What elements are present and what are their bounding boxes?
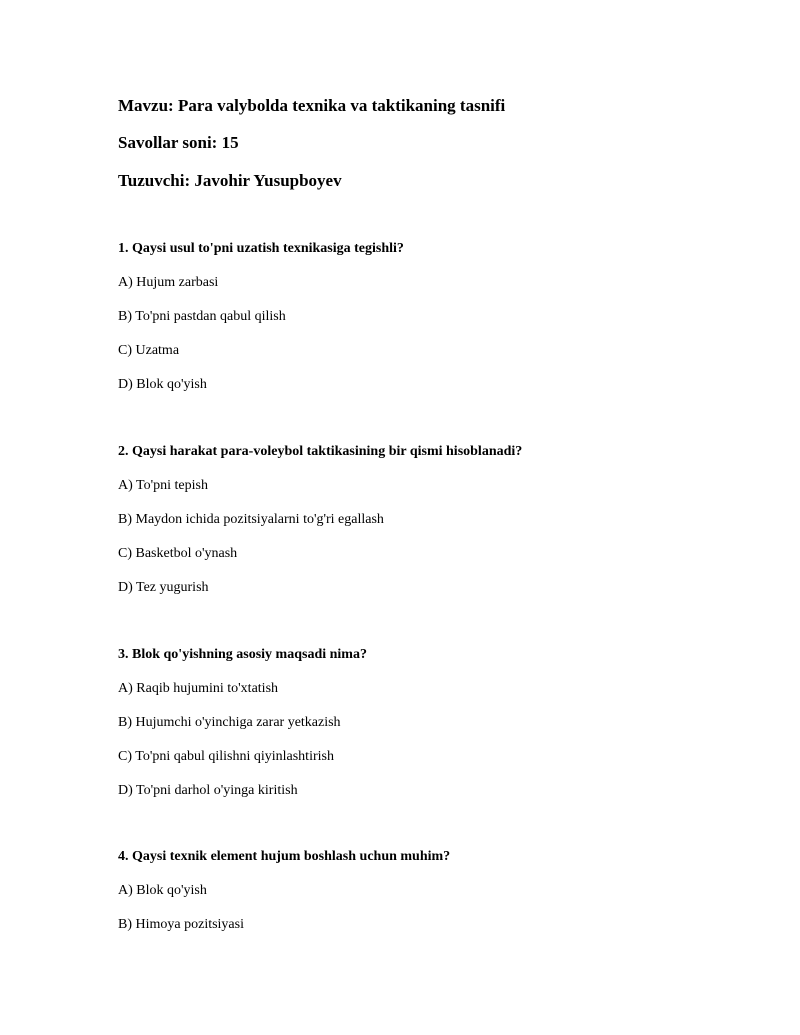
answer-option-c: C) Uzatma [118,343,180,358]
answer-option-b: B) Hujumchi o'yinchiga zarar yetkazish [118,715,341,730]
answer-option-a: A) To'pni tepish [118,478,208,493]
question-text: 2. Qaysi harakat para-voleybol taktikasining bir qismi hisoblanadi? [118,444,523,459]
question-text: 4. Qaysi texnik element hujum boshlash uchun muhim? [118,849,451,864]
document-topic: Mavzu: Para valybolda texnika va taktikaning tasnifi [118,96,506,115]
answer-option-a: A) Hujum zarbasi [118,275,219,290]
question-2 [118,443,758,597]
answer-option-b: B) To'pni pastdan qabul qilish [118,309,286,324]
answer-option-c: C) Basketbol o'ynash [118,546,238,561]
question-count: Savollar soni: 15 [118,133,239,152]
answer-option-b: B) Maydon ichida pozitsiyalarni to'g'ri egallash [118,512,384,527]
document-author: Tuzuvchi: Javohir Yusupboyev [118,171,342,190]
answer-option-a: A) Blok qo'yish [118,883,207,898]
question-text: 3. Blok qo'yishning asosiy maqsadi nima? [118,647,367,662]
answer-option-d: D) Blok qo'yish [118,377,207,392]
answer-option-a: A) Raqib hujumini to'xtatish [118,681,279,696]
answer-option-b: B) Himoya pozitsiyasi [118,917,244,932]
question-3 [118,646,758,800]
answer-option-d: D) To'pni darhol o'yinga kiritish [118,783,298,798]
question-4 [118,848,758,934]
answer-option-d: D) Tez yugurish [118,580,209,595]
question-1 [118,240,758,394]
answer-option-c: C) To'pni qabul qilishni qiyinlashtirish [118,749,334,764]
question-text: 1. Qaysi usul to'pni uzatish texnikasiga tegishli? [118,241,404,256]
